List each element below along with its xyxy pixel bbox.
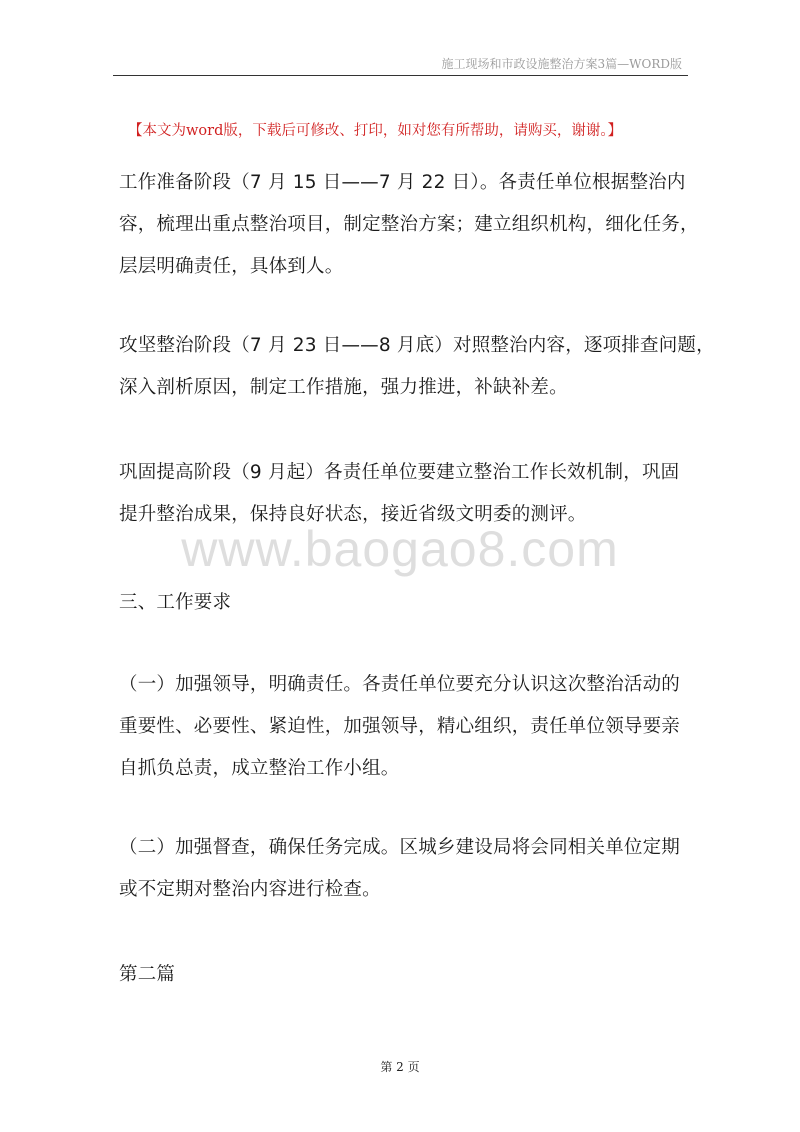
header-divider — [113, 75, 688, 76]
text-line: 三、工作要求 — [119, 592, 232, 613]
paragraph-preparation-stage — [119, 162, 699, 288]
text-line: 提升整治成果，保持良好状态，接近省级文明委的测评。 — [119, 504, 587, 525]
paragraph-tackling-stage — [119, 325, 715, 409]
text-line: 巩固提高阶段（9 月起）各责任单位要建立整治工作长效机制，巩固 — [119, 462, 680, 483]
text-line: 或不定期对整治内容进行检查。 — [119, 879, 381, 900]
text-line: 自抓负总责，成立整治工作小组。 — [119, 758, 400, 779]
text-line: （一）加强领导，明确责任。各责任单位要充分认识这次整治活动的 — [119, 674, 681, 695]
text-line: 容，梳理出重点整治项目，制定整治方案；建立组织机构，细化任务， — [119, 214, 699, 235]
text-line: （二）加强督查，确保任务完成。区城乡建设局将会同相关单位定期 — [119, 837, 681, 858]
paragraph-leadership — [119, 664, 694, 790]
download-notice: 【本文为word版，下载后可修改、打印，如对您有所帮助，请购买，谢谢。】 — [128, 123, 623, 139]
section-heading-part-two — [119, 954, 694, 996]
text-line: 第二篇 — [119, 964, 176, 985]
text-line: 深入剖析原因，制定工作措施，强力推进，补缺补差。 — [119, 377, 568, 398]
paragraph-supervision — [119, 827, 694, 911]
text-line: 重要性、必要性、紧迫性，加强领导，精心组织，责任单位领导要亲 — [119, 716, 681, 737]
section-heading-requirements — [119, 582, 694, 624]
page-number: 第 2 页 — [380, 1060, 420, 1074]
text-line: 层层明确责任，具体到人。 — [119, 256, 344, 277]
text-line: 工作准备阶段（7 月 15 日——7 月 22 日）。各责任单位根据整治内 — [119, 172, 686, 193]
site-watermark: www.baogao8.com — [181, 521, 619, 577]
text-line: 攻坚整治阶段（7 月 23 日——8 月底）对照整治内容，逐项排查问题， — [119, 335, 715, 356]
running-header: 施工现场和市政设施整治方案3篇—WORD版 — [441, 57, 682, 71]
